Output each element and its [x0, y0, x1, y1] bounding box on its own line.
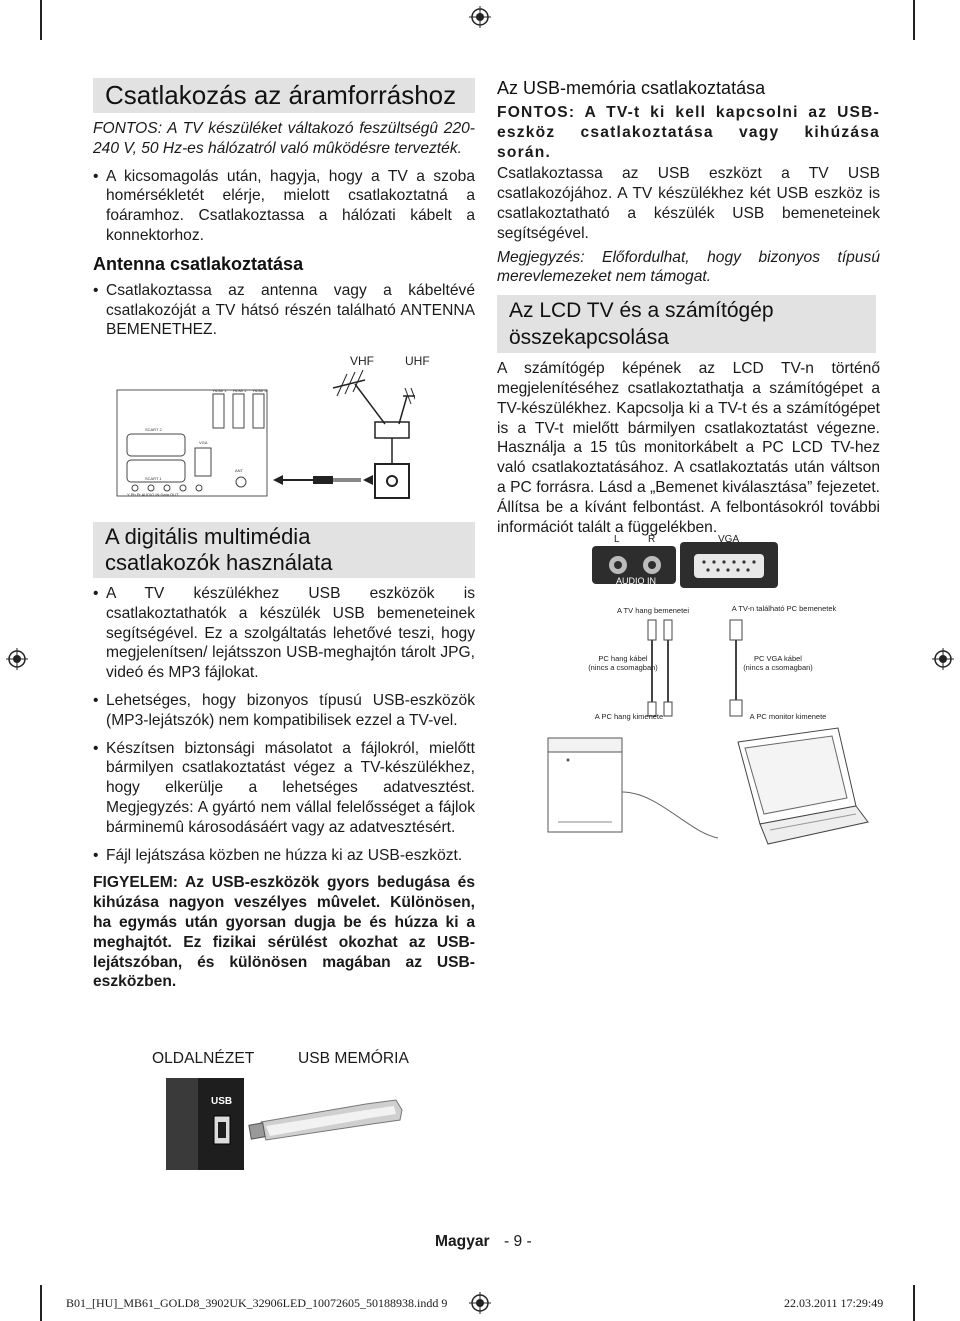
vga-port-label: VGA: [199, 440, 208, 445]
left-column: [93, 78, 475, 348]
digital-heading-line1: A digitális multimédia: [105, 524, 311, 549]
pc-audio-out-label: A PC hang kimenete: [594, 712, 664, 721]
uhf-label: UHF: [405, 354, 430, 368]
audio-in-label: AUDIO IN: [616, 576, 657, 586]
footer-language: Magyar: [435, 1233, 490, 1250]
crop-mark-bottom-right: [913, 1285, 915, 1321]
digital-section: [93, 522, 475, 1000]
power-heading: Csatlakozás az áramforráshoz: [93, 78, 475, 113]
crop-mark-top-right: [913, 0, 915, 40]
print-file-info: B01_[HU]_MB61_GOLD8_3902UK_32906LED_10072605_50188938.indd 9: [66, 1296, 448, 1310]
hdmi1-label: HDMI 1: [213, 388, 227, 393]
usb-connect-text: Csatlakoztassa az USB eszközt a TV USB csatlakozójához. A TV készülékhez két USB eszköz is csatlakoztatható a készülék USB bemeneteinek segítségével.: [497, 165, 880, 242]
tv-audio-input-label: A TV hang bemenetei: [617, 606, 689, 615]
vga-label: VGA: [718, 534, 740, 545]
antenna-heading: Antenna csatlakoztatása: [93, 253, 304, 274]
pc-monitor-out-label: A PC monitor kimenete: [749, 712, 827, 721]
footer-page-number: - 9 -: [503, 1233, 532, 1250]
tv-back-panel-icon: [115, 352, 415, 502]
registration-mark-right-icon: [932, 648, 954, 670]
pc-audio-cable-label: PC hang kábel (nincs a csomagban): [588, 654, 658, 672]
digital-bullets: [93, 584, 475, 865]
usb-important-note: FONTOS: A TV-t ki kell kapcsolni az USB-eszköz csatlakoztatása vagy kihúzása során.: [497, 104, 880, 161]
r-label: R: [648, 534, 656, 545]
pc-connection-diagram: [538, 532, 878, 862]
digital-bullet-2: • Lehetséges, hogy bizonyos típusú USB-eszközök (MP3-lejátszók) nem kompatibilisek ezzel a TV-vel.: [93, 691, 475, 731]
scart1-label: SCART 1: [145, 476, 162, 481]
registration-mark-left-icon: [6, 648, 28, 670]
usb-connect-heading: Az USB-memória csatlakoztatása: [497, 78, 766, 98]
digital-bullet-3: • Készítsen biztonsági másolatot a fájlokról, mielőtt bármilyen csatlakoztatást végez a TV-készülékhez, hogy elkerülje a lehetséges adatvesztést. Megjegyzés: A gyártó nem vállal felelősséget a fájlok bárminemû károsodásáért vagy az adatvesztésért.: [93, 739, 475, 838]
right-column: [497, 78, 880, 545]
usb-side-diagram: [166, 1078, 406, 1170]
antenna-bullet: • Csatlakoztassa az antenna vagy a kábeltévé csatlakozóját a TV hátsó részén található ANTENNA BEMENETHEZ.: [93, 281, 475, 340]
registration-mark-bottom-icon: [469, 1292, 491, 1314]
digital-heading-line2: csatlakozók használata: [105, 550, 333, 575]
digital-heading: [93, 522, 475, 578]
power-bullet: • A kicsomagolás után, hagyja, hogy a TV a szoba homérsékletét elérje, mielott csatlakoztatná a foáramhoz. Csatlakoztassa a hálózati kábelt a konnektorhoz.: [93, 167, 475, 246]
scart2-label: SCART 2: [145, 427, 162, 432]
hdmi3-label: HDMI 3: [253, 388, 267, 393]
pc-vga-cable-label: PC VGA kábel (nincs a csomagban): [743, 654, 813, 672]
crop-mark-bottom-left: [40, 1285, 42, 1321]
usb-note: Megjegyzés: Előfordulhat, hogy bizonyos típusú merevlemezeket nem támogat.: [497, 248, 880, 286]
antenna-bullets: [93, 281, 475, 340]
side-view-label: OLDALNÉZET: [152, 1050, 255, 1067]
registration-mark-top-icon: [469, 6, 491, 28]
ant-port-label: ANT: [235, 468, 243, 473]
vhf-label: VHF: [350, 354, 374, 368]
digital-bullet-4: • Fájl lejátszása közben ne húzza ki az USB-eszközt.: [93, 846, 475, 866]
pc-heading-line2: összekapcsolása: [509, 326, 669, 350]
digital-bullet-1: • A TV készülékhez USB eszközök is csatlakoztathatók a készülék USB bemeneteinek segítségével. Ez a szolgáltatás lehetővé teszi, hogy megjelenítsen/ lejátsszon USB-meghajtón tárolt JPG, videó és MP3 fájlokat.: [93, 584, 475, 683]
pc-connection-icon: [538, 532, 878, 862]
tv-pc-input-label: A TV-n található PC bemenetek: [731, 604, 837, 613]
hdmi2-label: HDMI 2: [233, 388, 247, 393]
print-date-info: 22.03.2011 17:29:49: [784, 1296, 884, 1310]
crop-mark-top-left: [40, 0, 42, 40]
page-footer: [435, 1233, 532, 1251]
usb-port-text: USB: [211, 1096, 233, 1107]
l-label: L: [614, 534, 620, 545]
pc-heading-line1: Az LCD TV és a számítógép: [509, 299, 774, 323]
usb-warning: FIGYELEM: Az USB-eszközök gyors bedugása és kihúzása nagyon veszélyes mûvelet. Különösen, ha egymás után gyorsan dugja be és húzza ki a meghajtót. Ez fizikai sérülést okozhat az USB-lejátszóban, és különösen magában az USB-eszközben.: [93, 874, 475, 991]
pc-heading: [497, 295, 876, 353]
usb-memory-label: USB MEMÓRIA: [298, 1050, 409, 1067]
antenna-diagram: [115, 352, 430, 502]
pc-connect-text: A számítógép képének az LCD TV-n történő megjelenítéséhez csatlakoztathatja a számítógépet a TV-készülékhez. Kapcsolja ki a TV-t és a számítógépet is a TV-t mielőtt bármilyen csatlakoztatást végezne. Használja a 15 tûs monitorkábelt a PC LCD TV-hez való csatlakoztatásához. A csatlakoztatás után váltson a PC forrásra. Lásd a „Bemenet kiválasztása” fejezetet. Állítsa be a kívánt felbontást. A felbontásokról további információt talált a függelékben.: [497, 360, 880, 536]
usb-side-panel-icon: [166, 1078, 406, 1170]
power-bullets: [93, 167, 475, 246]
power-important-note: FONTOS: A TV készüléket váltakozó feszültségû 220-240 V, 50 Hz-es hálózatról való mûködésre tervezték.: [93, 120, 475, 157]
panel-bottom-labels: Y Pb Pr AUDIO IN Data OUT: [127, 492, 179, 497]
